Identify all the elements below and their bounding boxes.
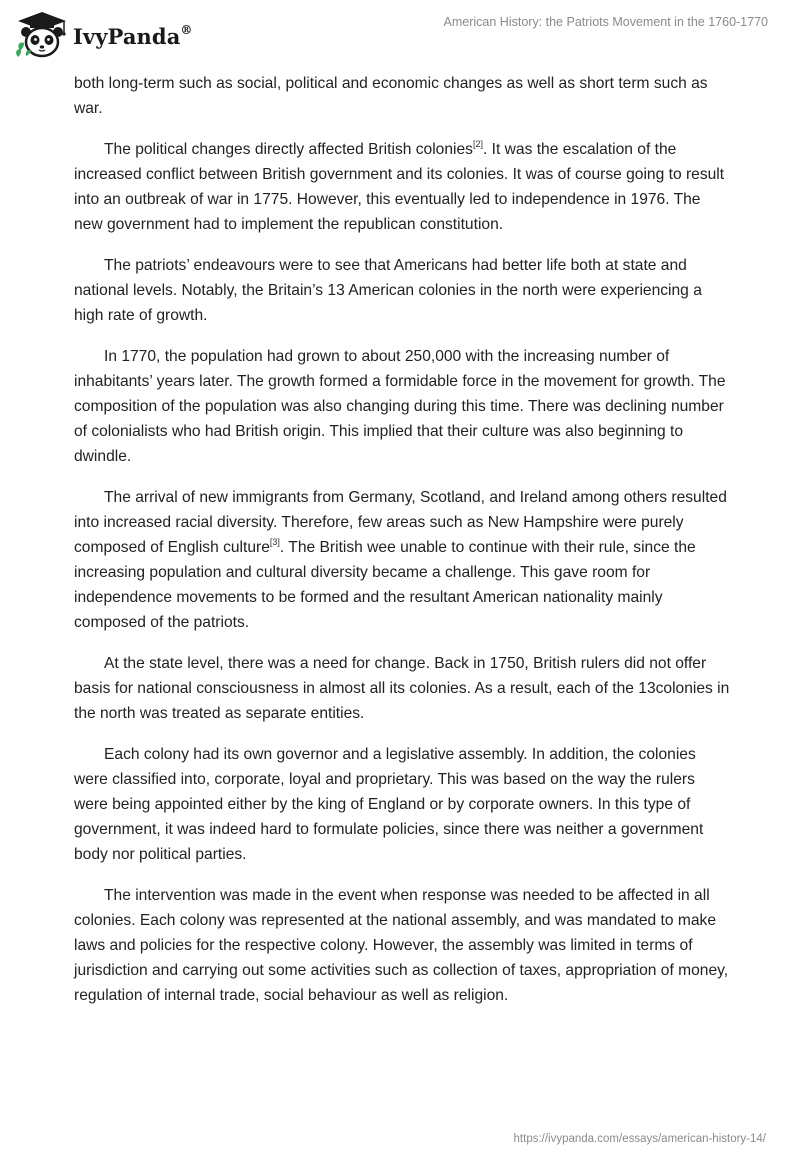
- ivypanda-logo[interactable]: [12, 7, 193, 61]
- paragraph-6: At the state level, there was a need for change. Back in 1750, British rulers did not offer basis for national consciousness in almost all its colonies. As a result, each of the 13colonies in the north was treated as separate entities.: [74, 655, 730, 722]
- paragraph-5-text-b: . The British wee unable to continue with their rule, since the increasing population and cultural diversity became a challenge. This gave room for independence movements to be formed and the resultant American nationality mainly composed of the patriots.: [74, 539, 696, 631]
- footnote-ref-3[interactable]: [3]: [269, 536, 280, 547]
- source-url[interactable]: https://ivypanda.com/essays/american-history-14/: [513, 1133, 766, 1145]
- page-header: [0, 0, 800, 70]
- paragraph-4: In 1770, the population had grown to about 250,000 with the increasing number of inhabitants’ years later. The growth formed a formidable force in the movement for growth. The composition of the population was also changing during this time. There was declining number of colonialists who had British origin. This implied that their culture was also beginning to dwindle.: [74, 348, 726, 465]
- logo-wordmark: IvyPanda®: [73, 22, 193, 49]
- essay-body: [74, 71, 730, 1024]
- paragraph-8: The intervention was made in the event when response was needed to be affected in all colonies. Each colony was represented at the national assembly, and was mandated to make laws and policies for the respective colony. However, the assembly was limited in terms of jurisdiction and carrying out some activities such as collection of taxes, appropriation of money, regulation of internal trade, social behaviour as well as religion.: [74, 887, 729, 1004]
- paragraph-3: The patriots’ endeavours were to see that Americans had better life both at state and national levels. Notably, the Britain’s 13 American colonies in the north were experiencing a high rate of growth.: [74, 257, 702, 324]
- paragraph-2-text-b: . It was the escalation of the increased conflict between British government and its colonies. It was of course going to result into an outbreak of war in 1775. However, this eventually led to independence in 1976. The new government had to implement the republican constitution.: [74, 141, 725, 233]
- panda-graduate-icon: [12, 7, 70, 61]
- paragraph-7: Each colony had its own governor and a legislative assembly. In addition, the colonies were classified into, corporate, loyal and proprietary. This was based on the way the rulers were being appointed either by the king of England or by corporate owners. In this type of government, it was indeed hard to formulate policies, since there was neither a government body nor political parties.: [74, 746, 704, 863]
- paragraph-2-text-a: The political changes directly affected British colonies: [104, 141, 473, 158]
- footnote-ref-2[interactable]: [2]: [472, 138, 483, 149]
- paragraph-1: both long-term such as social, political and economic changes as well as short term such as war.: [74, 75, 708, 117]
- paragraph-5: [74, 485, 730, 635]
- registered-mark: ®: [180, 22, 193, 37]
- document-title: American History: the Patriots Movement in the 1760-1770: [443, 15, 768, 29]
- paragraph-5-text-a: The arrival of new immigrants from Germany, Scotland, and Ireland among others resulted into increased racial diversity. Therefore, few areas such as New Hampshire were purely composed of English culture: [74, 489, 727, 556]
- paragraph-2: [74, 137, 730, 237]
